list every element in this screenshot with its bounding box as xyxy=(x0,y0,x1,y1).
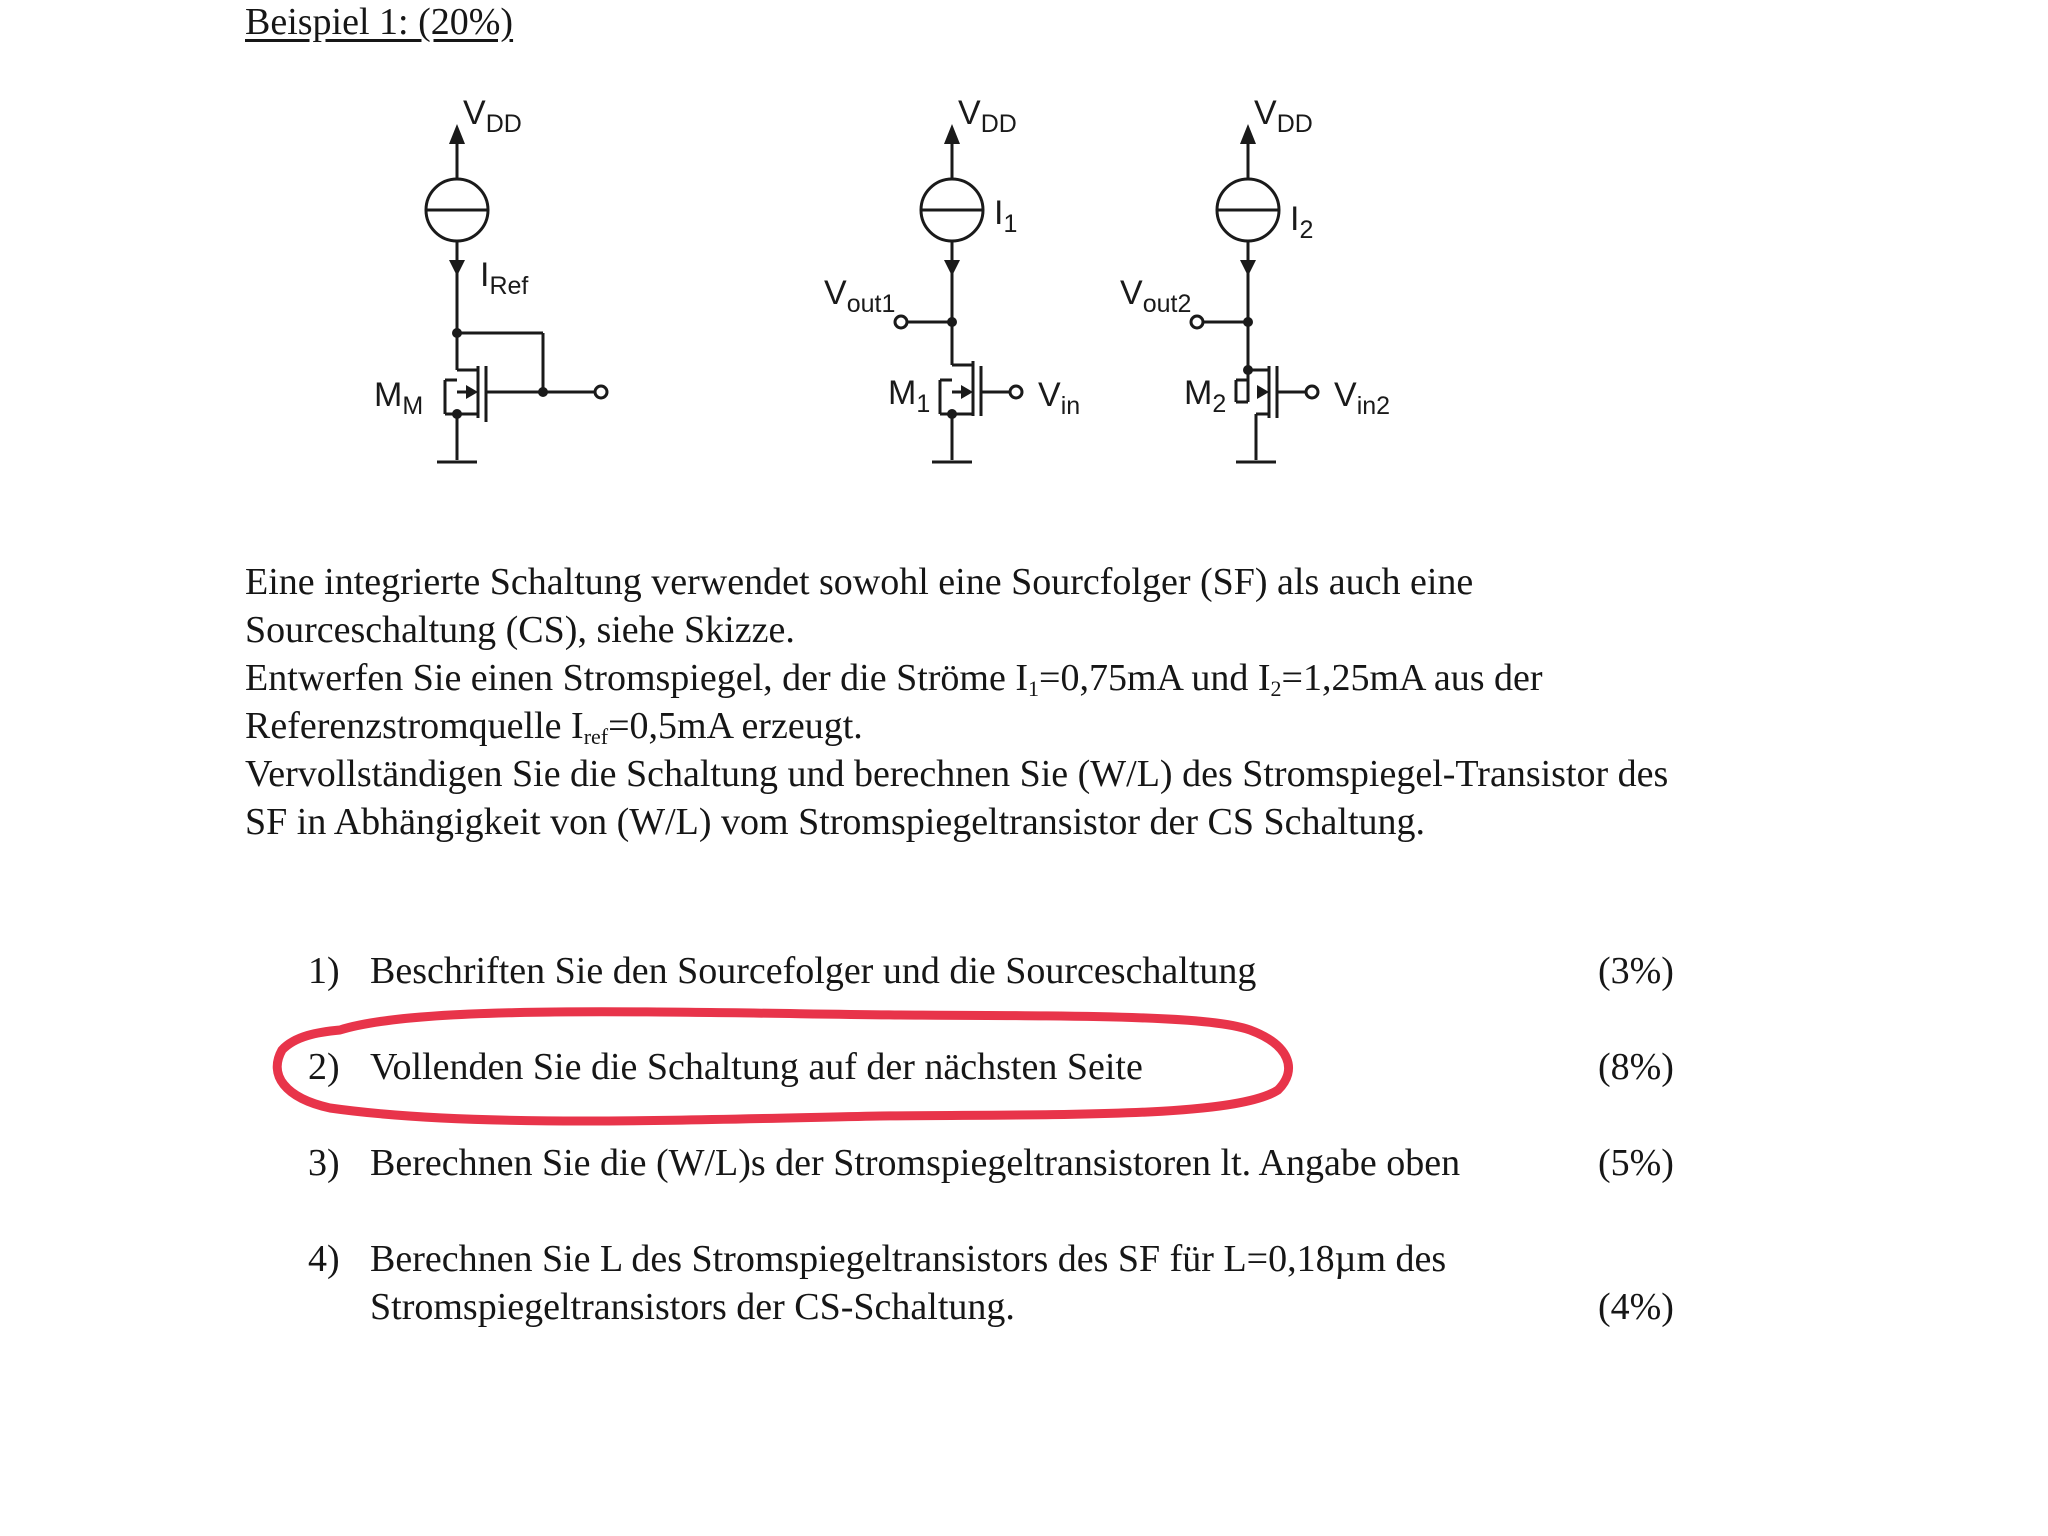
vin-label: $V_{in}$ xyxy=(1038,376,1081,420)
task-percent-3: (5%) xyxy=(1598,1142,1674,1184)
exercise-heading: Beispiel 1: (20%) xyxy=(245,1,514,43)
task-text: Beschriften Sie den Sourcefolger und die Sourceschaltung xyxy=(370,950,1257,992)
description-line-4: Referenzstromquelle $I_{ref}=0,5mA$ erzeugt. xyxy=(245,705,863,749)
task-number: 3) xyxy=(308,1142,340,1184)
vdd-label-1: $V_{DD}$ xyxy=(958,94,1017,138)
task-item-2 xyxy=(308,1043,1143,1091)
vdd-label-2: $V_{DD}$ xyxy=(1254,94,1313,138)
task-number: 1) xyxy=(308,950,340,992)
vdd-label-ref: $V_{DD}$ xyxy=(463,94,522,138)
description-line-5: Vervollständigen Sie die Schaltung und berechnen Sie (W/L) des Stromspiegel-Transistor des xyxy=(245,753,1669,795)
task-percent-4: (4%) xyxy=(1598,1286,1674,1328)
description-line-3: Entwerfen Sie einen Stromspiegel, der die Ströme $I_1=0,75mA$ und $I_2=1,25mA$ aus der xyxy=(245,657,1543,701)
task-number: 4) xyxy=(308,1238,340,1280)
i1-label: $I_1$ xyxy=(994,194,1018,238)
task-text: Vollenden Sie die Schaltung auf der nächsten Seite xyxy=(370,1046,1143,1088)
description-line-1: Eine integrierte Schaltung verwendet sowohl eine Sourcfolger (SF) als auch eine xyxy=(245,561,1474,603)
task-item-4 xyxy=(308,1235,1446,1331)
task-number: 2) xyxy=(308,1046,340,1088)
m2-label: $M_2$ xyxy=(1184,374,1227,418)
task-description xyxy=(245,558,1865,846)
mm-label: $M_M$ xyxy=(374,376,424,420)
circuit-diagram xyxy=(0,0,2048,520)
i2-label: $I_2$ xyxy=(1290,200,1314,244)
task-item-1 xyxy=(308,947,1256,995)
vout1-label: $V_{out1}$ xyxy=(824,274,896,318)
task-percent-2: (8%) xyxy=(1598,1046,1674,1088)
vin2-label: $V_{in2}$ xyxy=(1334,376,1391,420)
task-text: Berechnen Sie die (W/L)s der Stromspiegeltransistoren lt. Angabe oben xyxy=(370,1142,1461,1184)
iref-label: $I_{Ref}$ xyxy=(480,256,529,300)
vout2-label: $V_{out2}$ xyxy=(1120,274,1192,318)
m1-label: $M_1$ xyxy=(888,374,931,418)
description-line-2: Sourceschaltung (CS), siehe Skizze. xyxy=(245,609,795,651)
task-text: Berechnen Sie L des Stromspiegeltransistors des SF für L=0,18µm des Stromspiegeltransistors der CS-Schaltung. xyxy=(370,1238,1447,1328)
description-line-6: SF in Abhängigkeit von (W/L) vom Stromspiegeltransistor der CS Schaltung. xyxy=(245,801,1426,843)
task-item-3 xyxy=(308,1139,1460,1187)
task-percent-1: (3%) xyxy=(1598,950,1674,992)
